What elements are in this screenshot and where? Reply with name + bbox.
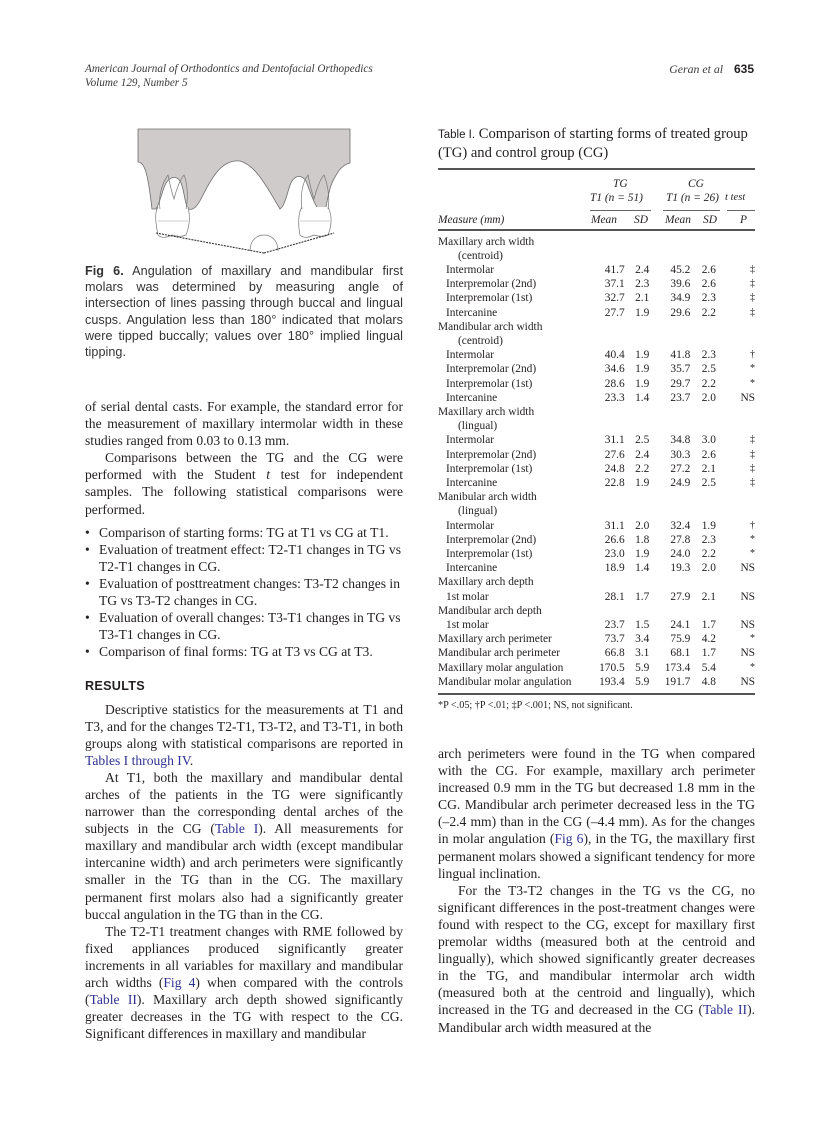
cg-sd: 2.6	[701, 264, 716, 276]
row-label: Intercanine	[446, 391, 498, 404]
tg-mean: 27.7	[604, 306, 625, 319]
tg-sd: 1.9	[635, 363, 650, 376]
cg-sd: 4.2	[701, 633, 716, 646]
tg-sd: 2.3	[635, 278, 650, 291]
left-column-body	[85, 398, 403, 1042]
section-heading-results: RESULTS	[85, 679, 145, 694]
tg-mean	[592, 504, 625, 518]
p-value: *	[750, 661, 755, 673]
row-label: Intermolar	[446, 434, 495, 447]
table-header	[438, 170, 755, 225]
row-label: Interpremolar (1st)	[446, 462, 533, 475]
tg-sd	[625, 249, 650, 263]
row-label: (lingual)	[458, 420, 498, 433]
link-tables-i-iv[interactable]: Tables I through IV	[85, 752, 190, 768]
header-tg-mean: Mean	[591, 213, 617, 226]
p-value	[716, 320, 755, 334]
table-group-row	[438, 249, 755, 263]
cg-mean: 24.9	[670, 477, 691, 490]
table-row	[438, 433, 755, 447]
tg-mean: 23.0	[604, 548, 625, 561]
header-p: P	[740, 213, 747, 226]
tg-sd	[625, 504, 650, 518]
table-row	[438, 348, 755, 362]
cg-sd	[690, 575, 716, 589]
cg-sd: 1.7	[701, 619, 716, 632]
row-label: Intermolar	[446, 264, 495, 276]
row-label: 1st molar	[446, 590, 489, 603]
figure-6-molar-angulation-diagram	[136, 127, 352, 255]
cg-sd: 2.0	[701, 391, 716, 404]
table-row	[438, 661, 755, 675]
p-value: ‡	[750, 292, 755, 304]
table-row	[438, 462, 755, 476]
cg-mean: 34.8	[670, 434, 691, 447]
row-label: Interpremolar (1st)	[446, 292, 533, 305]
header-group-tg: TG	[613, 177, 628, 190]
table-row	[438, 675, 755, 689]
cg-sd: 2.6	[701, 448, 716, 461]
cg-sd: 5.4	[701, 661, 716, 674]
cg-mean: 29.6	[670, 306, 691, 319]
cg-sd: 2.3	[701, 292, 716, 305]
cg-mean: 23.7	[670, 391, 691, 404]
tg-sd: 1.8	[635, 533, 650, 546]
link-fig-4[interactable]: Fig 4	[163, 975, 196, 990]
cg-mean: 27.2	[670, 462, 691, 475]
cg-mean: 27.8	[670, 533, 691, 546]
row-label: 1st molar	[446, 619, 489, 632]
cg-sd	[690, 235, 716, 249]
row-label: Mandibular arch width	[438, 320, 543, 333]
tg-mean: 27.6	[604, 448, 625, 461]
cg-sd: 2.1	[701, 462, 716, 475]
p-value: NS	[740, 619, 755, 632]
tg-sd: 1.9	[635, 349, 650, 362]
row-label: (lingual)	[458, 505, 498, 518]
tg-mean: 73.7	[604, 633, 625, 646]
tg-sd: 2.0	[635, 519, 650, 532]
p-value	[716, 334, 755, 348]
tg-mean: 32.7	[604, 292, 625, 305]
table-header-rule	[438, 229, 755, 231]
p-value: ‡	[750, 477, 755, 489]
tg-mean: 37.1	[604, 278, 625, 291]
paragraph-t2-t1: The T2-T1 treatment changes with RME followed by fixed appliances produced significantly greater increments in all variables for maxillary and mandibular arch widths (Fig 4) when compared with the controls (Table II). Maxillary arch depth showed significantly greater decreases in the TG with respect to the CG. Significant differences in maxillary and mandibular	[85, 923, 403, 1042]
row-label: Maxillary arch depth	[438, 576, 534, 589]
table-caption: Comparison of starting forms of treated group (TG) and control group (CG)	[438, 126, 748, 161]
tg-mean	[592, 334, 625, 348]
cg-mean	[649, 320, 690, 334]
link-table-ii[interactable]: Table II	[703, 1002, 748, 1018]
table-footnote: *P <.05; †P <.01; ‡P <.001; NS, not significant.	[438, 700, 633, 712]
p-value: *	[750, 363, 755, 375]
tg-sd: 2.4	[635, 448, 650, 461]
cg-sd: 4.8	[701, 675, 716, 688]
table-row	[438, 306, 755, 320]
row-label: Maxillary arch width	[438, 235, 535, 248]
row-label: Interpremolar (1st)	[446, 548, 533, 561]
tg-mean: 31.1	[604, 519, 625, 532]
table-group-row	[438, 490, 755, 504]
cg-sd: 2.6	[701, 278, 716, 291]
list-item: • Comparison of final forms: TG at T3 vs CG at T3.	[85, 643, 403, 660]
link-fig-6[interactable]: Fig 6	[554, 831, 584, 847]
running-header-right	[669, 62, 754, 76]
tg-sd: 5.9	[635, 675, 650, 688]
table-row	[438, 476, 755, 490]
header-tg-sd: SD	[634, 213, 648, 226]
table-row	[438, 561, 755, 575]
running-header-journal	[85, 62, 373, 90]
cg-mean	[649, 604, 690, 618]
tg-mean	[592, 490, 625, 504]
cg-sd	[690, 334, 716, 348]
table-title	[438, 126, 755, 163]
cg-sd: 1.9	[701, 519, 716, 532]
table-group-row	[438, 235, 755, 249]
tg-sd: 2.1	[635, 292, 650, 305]
header-measure: Measure (mm)	[438, 213, 505, 226]
p-value: †	[750, 519, 755, 531]
table-group-row	[438, 504, 755, 518]
row-label: Intercanine	[446, 306, 498, 319]
right-column-body	[438, 745, 755, 1036]
table-bottom-rule	[438, 693, 755, 695]
row-label: Interpremolar (1st)	[446, 377, 533, 390]
tg-mean: 23.7	[604, 619, 625, 632]
p-value	[716, 405, 755, 419]
cg-mean: 45.2	[670, 264, 691, 276]
tg-mean: 41.7	[604, 264, 625, 276]
tg-mean: 28.1	[604, 590, 625, 603]
header-ttest: t test	[725, 191, 746, 203]
cg-mean: 173.4	[664, 661, 691, 674]
cg-mean	[649, 334, 690, 348]
tg-sd: 1.4	[635, 562, 650, 575]
tg-sd: 1.9	[635, 548, 650, 561]
row-label: Manibular arch width	[438, 491, 537, 504]
cg-mean	[649, 575, 690, 589]
tg-mean: 31.1	[604, 434, 625, 447]
paragraph-comparisons: Comparisons between the TG and the CG were performed with the Student t test for independent samples. The following statistical comparisons were performed.	[85, 450, 403, 517]
table-group-row	[438, 405, 755, 419]
cg-mean: 41.8	[670, 349, 691, 362]
tg-mean: 170.5	[599, 661, 625, 674]
p-value: *	[750, 533, 755, 545]
tg-sd: 1.4	[635, 391, 650, 404]
p-value	[716, 419, 755, 433]
list-item: • Comparison of starting forms: TG at T1 vs CG at T1.	[85, 524, 403, 541]
header-cg-sd: SD	[703, 213, 717, 226]
tg-mean: 193.4	[599, 675, 625, 688]
tg-mean: 66.8	[604, 647, 625, 660]
cg-mean	[649, 490, 690, 504]
row-label: Interpremolar (2nd)	[446, 533, 537, 546]
cg-sd: 1.7	[701, 647, 716, 660]
tg-sd: 1.5	[635, 619, 650, 632]
journal-title: American Journal of Orthodontics and Dentofacial Orthopedics	[85, 63, 373, 75]
p-value: NS	[740, 675, 755, 688]
cg-mean: 24.0	[670, 548, 691, 561]
table-row	[438, 263, 755, 277]
cg-sd: 2.3	[701, 349, 716, 362]
cg-mean: 39.6	[670, 278, 691, 291]
header-cg-sub: T1 (n = 26)	[666, 191, 719, 204]
p-value: ‡	[750, 264, 755, 275]
table-label: Table I.	[438, 129, 476, 141]
tg-sd: 1.7	[635, 590, 650, 603]
palate-outline	[138, 129, 350, 213]
list-item: • Evaluation of posttreatment changes: T3-T2 changes in TG vs T3-T2 changes in CG.	[85, 575, 403, 609]
p-value	[716, 575, 755, 589]
tg-sd	[625, 334, 650, 348]
tg-mean	[592, 249, 625, 263]
row-label: Interpremolar (2nd)	[446, 448, 537, 461]
p-value: *	[750, 633, 755, 645]
tg-sd: 3.4	[635, 633, 650, 646]
figure-caption-text: Angulation of maxillary and mandibular first molars was determined by measuring angle of intersection of lines passing through buccal and lingual cusps. Angulation less than 180° indicated that molars were tipped buccally; values over 180° implied lingual tipping.	[85, 264, 404, 360]
cg-mean: 68.1	[670, 647, 691, 660]
cg-sd: 2.0	[701, 562, 716, 575]
table-row	[438, 519, 755, 533]
tg-mean	[592, 575, 625, 589]
p-value: †	[750, 349, 755, 361]
tg-sd	[625, 419, 650, 433]
p-value: ‡	[750, 434, 755, 446]
table-body	[438, 235, 755, 690]
table-group-row	[438, 419, 755, 433]
table-row	[438, 533, 755, 547]
header-group-cg: CG	[688, 177, 704, 190]
p-value	[716, 235, 755, 249]
header-cg-mean: Mean	[665, 213, 691, 226]
cg-sd: 2.1	[701, 590, 716, 603]
cg-mean	[649, 249, 690, 263]
tg-mean: 40.4	[604, 349, 625, 362]
list-item: • Evaluation of overall changes: T3-T1 changes in TG vs T3-T1 changes in CG.	[85, 609, 403, 643]
ttest-span-rule	[727, 210, 755, 212]
p-value: ‡	[750, 462, 755, 474]
tg-mean: 34.6	[604, 363, 625, 376]
row-label: Maxillary arch width	[438, 406, 535, 419]
table-row	[438, 646, 755, 660]
cg-mean	[649, 405, 690, 419]
tg-mean	[592, 419, 625, 433]
cg-sd: 3.0	[701, 434, 716, 447]
cg-sd	[690, 419, 716, 433]
table-row	[438, 391, 755, 405]
row-label: Interpremolar (2nd)	[446, 278, 537, 291]
header-tg-sub: T1 (n = 51)	[590, 191, 643, 204]
cg-mean: 34.9	[670, 292, 691, 305]
tg-sd	[625, 490, 650, 504]
tg-sd	[625, 604, 650, 618]
row-label: Intercanine	[446, 477, 498, 490]
cg-sd	[690, 320, 716, 334]
row-label: Intermolar	[446, 349, 495, 362]
p-value: *	[750, 377, 755, 389]
cg-mean: 27.9	[670, 590, 691, 603]
running-authors: Geran et al	[669, 62, 724, 76]
tg-sd: 5.9	[635, 661, 650, 674]
tg-mean: 24.8	[604, 462, 625, 475]
tg-mean	[592, 320, 625, 334]
row-label: Maxillary molar angulation	[438, 661, 564, 674]
cg-sd: 2.5	[701, 363, 716, 376]
table-row	[438, 291, 755, 305]
p-value: NS	[740, 590, 755, 603]
table-row	[438, 632, 755, 646]
table-group-row	[438, 604, 755, 618]
cg-sd	[690, 604, 716, 618]
comparison-list	[85, 524, 403, 661]
p-value: NS	[740, 647, 755, 660]
cg-sd	[690, 490, 716, 504]
cg-mean	[649, 235, 690, 249]
figure-6-caption	[85, 263, 403, 360]
p-value: ‡	[750, 278, 755, 290]
p-value	[716, 504, 755, 518]
tg-sd: 1.9	[635, 377, 650, 390]
journal-volume: Volume 129, Number 5	[85, 77, 188, 89]
tg-sd	[625, 320, 650, 334]
p-value: *	[750, 548, 755, 560]
paragraph-standard-error: of serial dental casts. For example, the standard error for the measurement of maxillary intermolar width in these studies ranged from 0.03 to 0.13 mm.	[85, 399, 403, 449]
tg-sd: 1.9	[635, 306, 650, 319]
row-label: Intercanine	[446, 562, 498, 575]
row-label: Intermolar	[446, 519, 495, 532]
tg-sd: 3.1	[635, 647, 650, 660]
table-group-row	[438, 575, 755, 589]
table-row	[438, 547, 755, 561]
tg-span-rule	[590, 210, 651, 212]
tg-mean: 18.9	[604, 562, 625, 575]
tg-mean	[592, 604, 625, 618]
cg-span-rule	[663, 210, 720, 212]
cg-mean: 24.1	[670, 619, 691, 632]
tg-sd	[625, 575, 650, 589]
tg-sd	[625, 235, 650, 249]
tg-sd: 2.5	[635, 434, 650, 447]
cg-sd: 2.5	[701, 477, 716, 490]
p-value: ‡	[750, 306, 755, 318]
table-group-row	[438, 320, 755, 334]
row-label: Interpremolar (2nd)	[446, 363, 537, 376]
list-item: • Evaluation of treatment effect: T2-T1 changes in TG vs T2-T1 changes in CG.	[85, 541, 403, 575]
p-value	[716, 490, 755, 504]
table-row	[438, 377, 755, 391]
p-value	[716, 249, 755, 263]
tg-mean: 22.8	[604, 477, 625, 490]
table-row	[438, 590, 755, 604]
cg-mean	[649, 504, 690, 518]
p-value: ‡	[750, 448, 755, 460]
table-row	[438, 277, 755, 291]
cg-sd: 2.2	[701, 306, 716, 319]
link-table-i[interactable]: Table I	[214, 821, 259, 837]
table-row	[438, 618, 755, 632]
paragraph-at-t1: At T1, both the maxillary and mandibular dental arches of the patients in the TG were significantly narrower than the corresponding dental arches of the subjects in the CG (Table I). All measurements for maxillary and mandibular arch width (except mandibular intercanine width) and arch perimeters were significantly smaller in the TG than in the CG. The maxillary permanent first molars also had a significantly greater buccal angulation in the TG than in the CG.	[85, 769, 404, 922]
cg-sd	[690, 405, 716, 419]
cg-mean: 29.7	[670, 377, 691, 390]
paragraph-arch-perimeters: arch perimeters were found in the TG when compared with the CG. For example, maxillary arch perimeter increased 0.9 mm in the TG but decreased 1.8 mm in the CG. Mandibular arch perimeter decreased less in the TG (–2.4 mm) than in the CG (–4.4 mm). As for the changes in molar angulation (Fig 6), in the TG, the maxillary first permanent molars showed a significant tendency for more lingual inclination.	[438, 746, 755, 881]
cg-sd: 2.2	[701, 377, 716, 390]
table-1	[438, 126, 755, 711]
table-row	[438, 448, 755, 462]
row-label: Mandibular arch perimeter	[438, 647, 561, 660]
cg-sd: 2.3	[701, 533, 716, 546]
link-table-ii[interactable]: Table II	[89, 992, 137, 1008]
paragraph-descriptive: Descriptive statistics for the measurements at T1 and T3, and for the changes T2-T1, T3-T2, and T3-T1, in both groups along with statistical comparisons are reported in Tables I through IV.	[85, 701, 403, 768]
tg-mean: 28.6	[604, 377, 625, 390]
cg-sd	[690, 249, 716, 263]
cg-mean: 19.3	[670, 562, 691, 575]
p-value	[716, 604, 755, 618]
tg-sd: 1.9	[635, 477, 650, 490]
cg-sd	[690, 504, 716, 518]
cg-mean: 191.7	[664, 675, 691, 688]
tg-sd: 2.2	[635, 462, 650, 475]
page-number: 635	[733, 62, 754, 76]
paragraph-t3-t2: For the T3-T2 changes in the TG vs the CG, no significant differences in the post-treatment changes were found with respect to the CG, except for maxillary first premolar widths (measured both at the centroid and lingually), which showed significantly greater decreases in the TG, and mandibular intermolar arch width (measured both at the centroid and lingually), which increased in the TG and decreased in the CG (Table II). Mandibular arch width measured at the	[438, 882, 756, 1035]
tg-sd: 2.4	[635, 264, 650, 276]
cg-mean: 30.3	[670, 448, 691, 461]
cg-sd: 2.2	[701, 548, 716, 561]
cg-mean	[649, 419, 690, 433]
p-value: NS	[740, 391, 755, 404]
p-value: NS	[740, 562, 755, 575]
row-label: Maxillary arch perimeter	[438, 633, 552, 646]
cg-mean: 35.7	[670, 363, 691, 376]
tg-mean	[592, 405, 625, 419]
row-label: (centroid)	[458, 249, 503, 262]
tg-mean: 23.3	[604, 391, 625, 404]
tg-mean	[592, 235, 625, 249]
tg-mean: 26.6	[604, 533, 625, 546]
figure-label: Fig 6.	[85, 264, 124, 278]
cg-mean: 32.4	[670, 519, 691, 532]
row-label: Mandibular molar angulation	[438, 675, 572, 688]
cg-mean: 75.9	[670, 633, 691, 646]
table-group-row	[438, 334, 755, 348]
tg-sd	[625, 405, 650, 419]
row-label: (centroid)	[458, 335, 503, 348]
table-row	[438, 362, 755, 376]
row-label: Mandibular arch depth	[438, 604, 542, 617]
